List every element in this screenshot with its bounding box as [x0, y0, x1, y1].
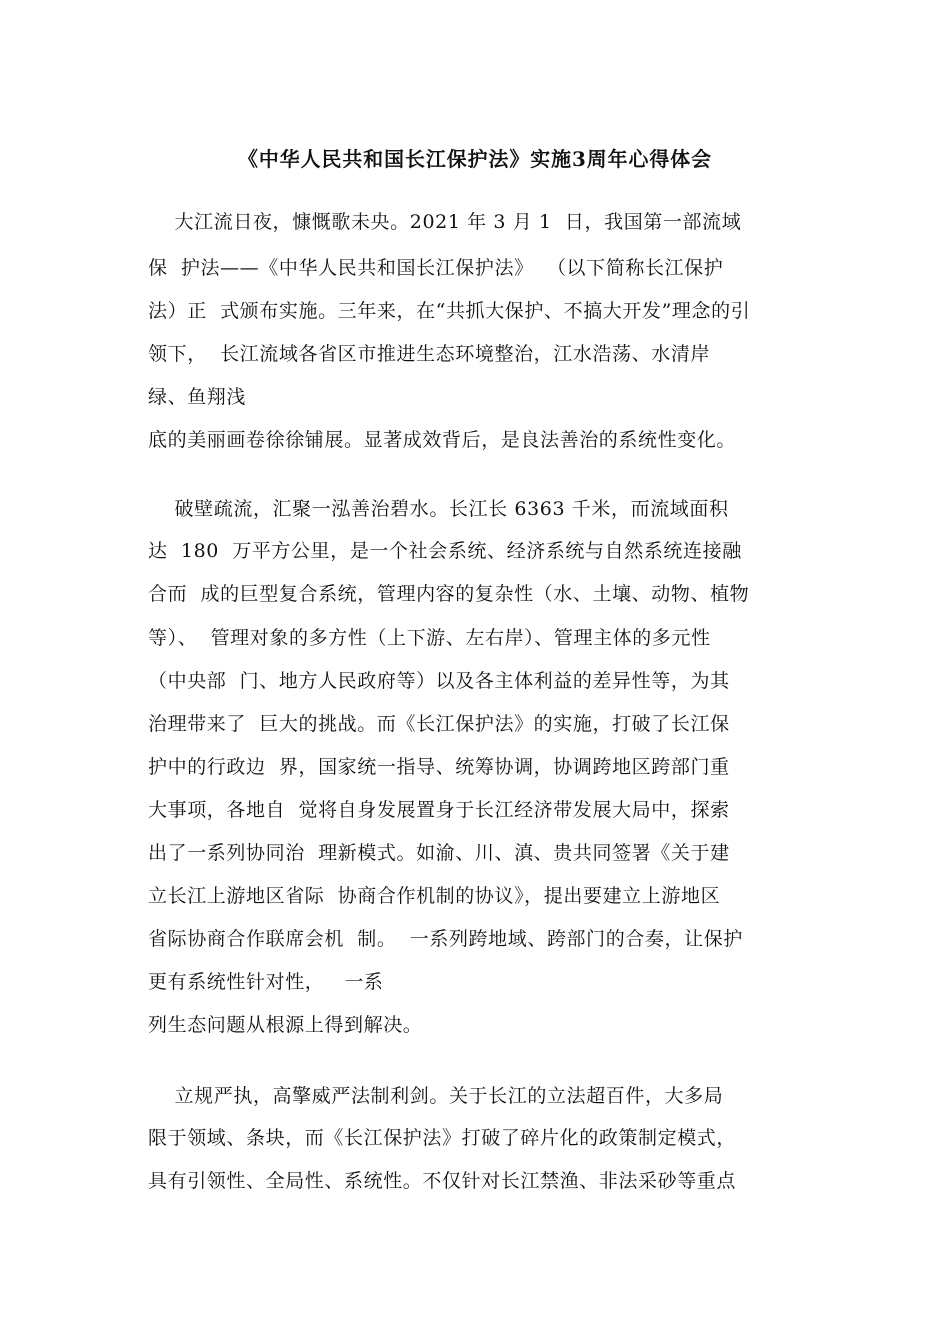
text-line: 领下， 长江流域各省区市推进生态环境整治，江水浩荡、水清岸 [148, 343, 711, 365]
text-line: 法）正 式颁布实施。三年来，在“共抓大保护、不搞大开发”理念的引 [148, 300, 751, 322]
text-line: 具有引领性、全局性、系统性。不仅针对长江禁渔、非法采砂等重点 [148, 1170, 737, 1192]
text-line: 治理带来了 巨大的挑战。而《长江保护法》的实施，打破了长江保 [148, 713, 730, 735]
text-line: 保 护法——《中华人民共和国长江保护法》 （以下简称长江保护 [148, 257, 724, 279]
text-line: 出了一系列协同治 理新模式。如渝、川、滇、贵共同签署《关于建 [148, 842, 730, 864]
text-line: 更有系统性针对性， 一系 [148, 971, 384, 993]
text-line: 底的美丽画卷徐徐铺展。显著成效背后，是良法善治的系统性变化。 [148, 429, 737, 451]
text-line: 护中的行政边 界，国家统一指导、统筹协调，协调跨地区跨部门重 [148, 756, 730, 778]
text-line: 合而 成的巨型复合系统，管理内容的复杂性（水、土壤、动物、植物 [148, 583, 750, 605]
text-line: 等）、 管理对象的多方性（上下游、左右岸）、管理主体的多元性 [148, 627, 711, 649]
text-line: 绿、鱼翔浅 [148, 386, 247, 408]
text-line: 立规严执，高擎威严法制利剑。关于长江的立法超百件，大多局 [148, 1085, 724, 1107]
text-line: 大江流日夜，慷慨歌未央。2021 年 3 月 1 日，我国第一部流域 [148, 211, 742, 233]
text-line: （中央部 门、地方人民政府等）以及各主体利益的差异性等，为其 [148, 670, 730, 692]
document-title: 《中华人民共和国长江保护法》实施3周年心得体会 [237, 147, 713, 171]
text-line: 限于领域、条块，而《长江保护法》打破了碎片化的政策制定模式， [148, 1127, 737, 1149]
text-line: 大事项，各地自 觉将自身发展置身于长江经济带发展大局中，探索 [148, 799, 730, 821]
text-line: 省际协商合作联席会机 制。 一系列跨地域、跨部门的合奏，让保护 [148, 928, 743, 950]
text-line: 破壁疏流，汇聚一泓善治碧水。长江长 6363 千米，而流域面积 [148, 498, 729, 520]
text-line: 列生态问题从根源上得到解决。 [148, 1014, 423, 1036]
text-line: 立长江上游地区省际 协商合作机制的协议》，提出要建立上游地区 [148, 885, 721, 907]
text-line: 达 180 万平方公里，是一个社会系统、经济系统与自然系统连接融 [148, 540, 742, 562]
